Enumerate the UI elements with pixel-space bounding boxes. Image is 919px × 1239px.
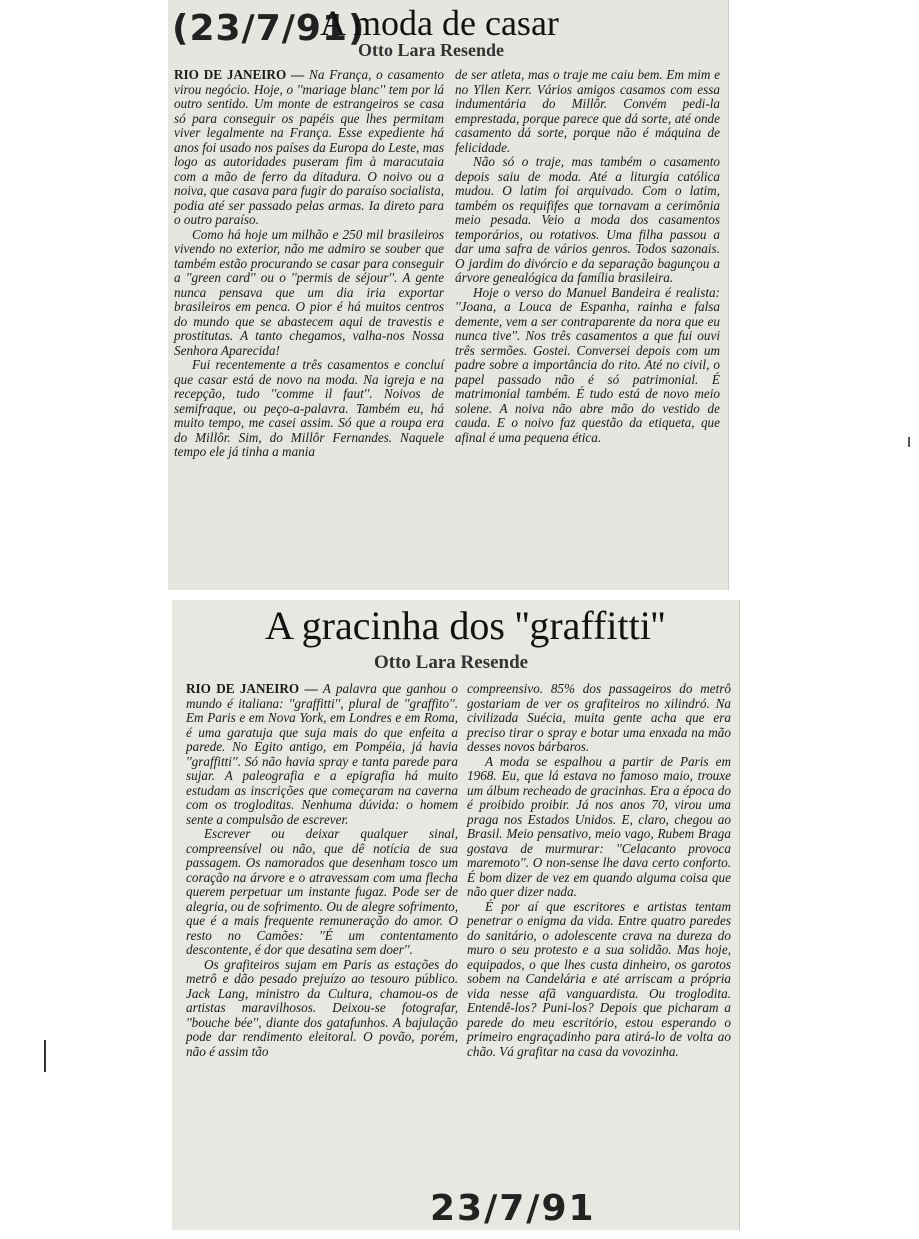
article2-column-1 [186,682,458,1059]
margin-speck-mark [908,437,910,447]
article1-dateline: RIO DE JANEIRO — [174,67,305,82]
article1-column-1 [174,68,444,460]
article2-col1-para-1-text: A palavra que ganhou o mundo é italiana: ''graffitti'', plural de ''graffito''. Em Paris e em Nova York, em Londres e em Roma, é uma garatuja que suja mais do que enfeita a parede. No Egito antigo, em Pompéia, já havia ''graffitti''. Só não havia spray e tanta parede para sujar. A paleografia e a epigrafia há muito estudam as inscrições que começaram na caverna com os trogloditas. Nenhuma dúvida: o homem sente a compulsão de escrever. [186,681,458,827]
article-title-graffitti: A gracinha dos ''graffitti'' [265,603,666,648]
article1-col1-para-2: Como há hoje um milhão e 250 mil brasileiros vivendo no exterior, não me admiro se souber que também estão procurando se casar para conseguir a ''green card'' ou o ''permis de séjour''. A gente nunca pensava que um dia iria exportar brasileiros em penca. O pior é há muitos centros do mundo que se abastecem aqui de travestis e prostitutas. A tanto chegamos, valha-nos Nossa Senhora Aparecida! [174,226,444,358]
article1-col2-para-3: Hoje o verso do Manuel Bandeira é realista: ''Joana, a Louca de Espanha, rainha e falsa demente, vem a ser contraparente da nora que eu nunca tive''. Nos três casamentos a que fui ouvi três sermões. Gostei. Conversei depois com um padre sobre a importância do rito. Até no civil, o papel passado não é só patrimonial. É matrimonial também. É tudo está de novo meio solene. A noiva não abre mão do vestido de cauda. E o noivo faz questão da etiqueta, que afinal é uma pequena ética. [455,284,720,445]
article2-col2-para-3: É por aí que escritores e artistas tentam penetrar o enigma da vida. Entre quatro paredes do sanitário, o adolescente crava na dureza do muro o seu protesto e a sua solidão. Mas hoje, equipados, o que lhes custa dinheiro, os garotos sobem na Candelária e até arriscam a própria vida nesse afã vanguardista. Ou troglodita. Entendê-los? Puni-los? Depois que picharam a parede do meu escritório, estou esperando o primeiro engraçadinho para atirá-lo de volta ao chão. Vá grafitar na casa da vovozinha. [467,898,731,1059]
article2-column-2 [467,682,731,1059]
article2-dateline: RIO DE JANEIRO — [186,681,318,696]
article1-col1-para-1-text: Na França, o casamento virou negócio. Hoje, o ''mariage blanc'' tem por lá outro sentido. Um monte de estrangeiros se casa só para conseguir os papéis que lhes permitam viver legalmente na França. Esse expediente há anos foi usado nos países da Europa do Leste, mas logo as autoridades puseram fim à maracutaia com a mão de ferro da ditadura. O noivo ou a noiva, que casava para fugir do paraíso socialista, podia até ser passado pelas armas. Ia direto para o outro paraíso. [174,67,444,227]
article1-col2-para-2: Não só o traje, mas também o casamento depois saiu de moda. Até a liturgia católica mudou. O latim foi arquivado. Com o latim, também os requififes que tornavam a cerimônia meio pesada. Veio a moda dos casamentos temporários, ou rotativos. Uma filha passou a dar uma safra de vários genros. Todos sazonais. O jardim do divórcio e da separação bagunçou a árvore genealógica da família brasileira. [455,154,720,285]
article-title-moda: A moda de casar [320,3,559,43]
article2-col2-para-1: compreensivo. 85% dos passageiros do metrô gostariam de ver os grafiteiros no xilindró. Na civilizada Suécia, muita gente acha que era preciso tirar o spray e botar uma enxada na mão desses novos bárbaros. [467,681,731,754]
article2-col1-para-1 [186,682,458,827]
article1-col1-para-1 [174,68,444,228]
article2-col1-para-2: Escrever ou deixar qualquer sinal, compreensível ou não, que dê notícia de sua passagem. Os namorados que desenham tosco um coração na árvore e o atravessam com uma flecha querem perpetuar um instante fugaz. Pode ser de alegria, ou de sofrimento. Ou de alegre sofrimento, que é a mais frequente remuneração do amor. O resto no Camões: ''É um contentamento descontente, é dor que desatina sem doer''. [186,826,458,957]
article-byline-graffitti: Otto Lara Resende [374,652,529,673]
handwritten-date-bottom: 23/7/91 [430,1188,596,1229]
article1-col2-para-1: de ser atleta, mas o traje me caiu bem. Em mim e no Yllen Kerr. Vários amigos casamos com essa indumentária do Millôr. Convém pedi-la emprestada, porque parece que dá sorte, até onde casamento dá sorte, porque não é máquina de felicidade. [455,67,720,155]
article-byline-moda: Otto Lara Resende [358,40,504,60]
article2-col1-para-3: Os grafiteiros sujam em Paris as estações do metrô e dão pesado prejuízo ao tesouro público. Jack Lang, ministro da Cultura, chamou-os de artistas maravilhosos. Deixou-se fotografar, ''bouche bée'', diante dos gatafunhos. A bajulação pode dar rendimento eleitoral. O povão, porém, não é assim tão [186,956,458,1059]
margin-pen-mark [44,1040,46,1072]
handwritten-date-top: (23/7/91) [172,8,366,49]
article2-col2-para-2: A moda se espalhou a partir de Paris em 1968. Eu, que lá estava no famoso maio, trouxe um álbum recheado de gracinhas. Era a época do é proibido proibir. Já nos anos 70, virou uma praga nos Estados Unidos. E, claro, chegou ao Brasil. Meio pensativo, meio vago, Rubem Braga gostava de murmurar: ''Celacanto provoca maremoto''. O non-sense lhe dava certo conforto. É bom dizer de vez em quando alguma coisa que não quer dizer nada. [467,753,731,899]
article1-col1-para-3: Fui recentemente a três casamentos e concluí que casar está de novo na moda. Na igreja e na recepção, tudo ''comme il faut''. Noivos de semifraque, ou peço-a-palavra. Também eu, há muito tempo, me casei assim. Só que a roupa era do Millôr. Sim, do Millôr Fernandes. Naquele tempo ele já tinha a mania [174,357,444,459]
article1-column-2 [455,68,720,445]
